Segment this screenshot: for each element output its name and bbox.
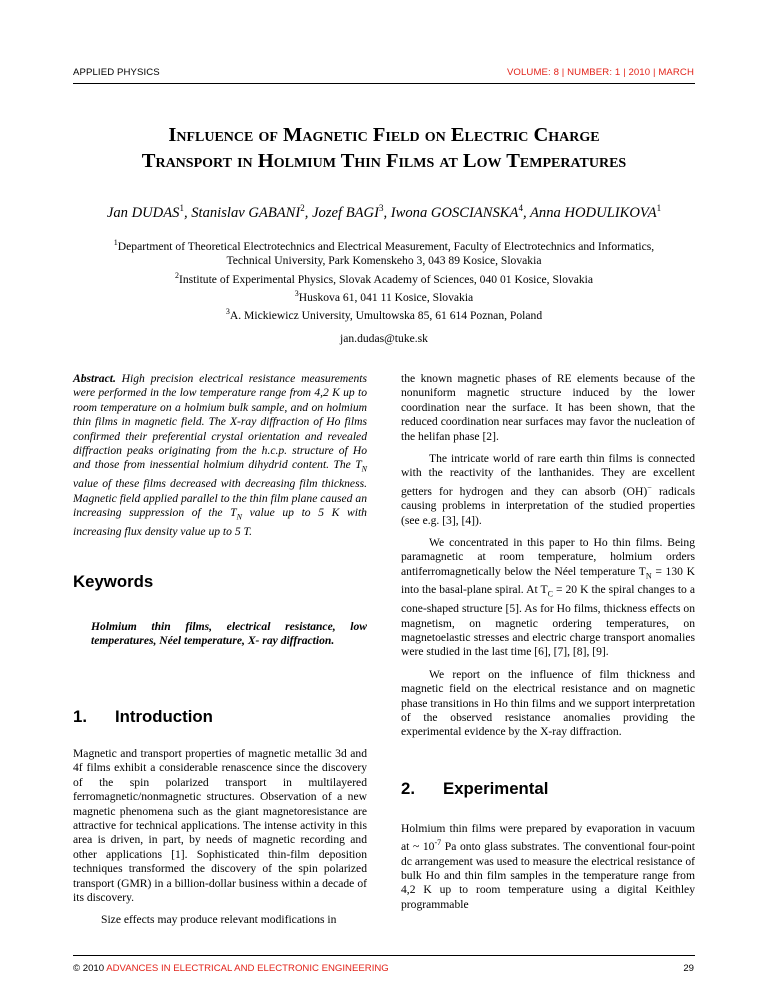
paragraph <box>401 452 695 528</box>
abstract-text: High precision electrical resistance measurements were performed in the low temperature range from 4,2 K up to room temperature on a holmium bulk sample, and on holmium thin films in magnetic field. The X-ray diffraction of Ho films confirmed their preferential crystal orientation and revealed diffraction peaks originating from the h.c.p. structure of Ho and those from inessential holmium dihydrid content. The T <box>73 372 367 472</box>
title-line-1: Influence of Magnetic Field on Electric Charge <box>168 124 600 146</box>
issue-number: NUMBER: 1 <box>567 67 621 78</box>
paragraph: We report on the influence of film thickness and magnetic field on the electrical resistance and on magnetic phase transitions in Ho thin films and we support interpretation of the observed resistance anomalies providing the experimental evidence by the X-ray diffraction. <box>401 667 695 739</box>
separator: | <box>623 67 626 78</box>
paragraph-text: = 130 K into the basal-plane spiral. At T <box>401 564 695 597</box>
keywords-heading: Keywords <box>73 572 154 591</box>
volume-info <box>507 67 694 78</box>
footer-copyright <box>73 963 389 974</box>
affiliation-1-cont: Technical University, Park Komenskeho 3, 043 89 Kosice, Slovakia <box>226 254 542 268</box>
abstract <box>73 372 367 539</box>
introduction-body <box>73 747 367 928</box>
abstract-label: Abstract. <box>73 372 116 385</box>
paragraph: the known magnetic phases of RE elements because of the nonuniform magnetic structure induced by the lower coordination near the surface. It has been shown, that the reduced coordination near surfaces may favor the nucleation of the helifan phase [2]. <box>401 372 695 443</box>
copyright: © 2010 <box>73 963 105 974</box>
author-affiliation: 1 <box>656 203 662 213</box>
superscript: -7 <box>434 838 442 848</box>
author-affiliation: 2 <box>300 203 305 213</box>
author-name: Jozef BAGI <box>312 204 379 221</box>
paragraph: Magnetic and transport properties of magnetic metallic 3d and 4f films exhibit a considerable renascence since the discovery of the spin polarized transport in multilayered ferromagnetic/nonmagnetic structures. Observation of a new magnetic phenomena such as the giant magnetoresistance are attractive for technical applications. The intense activity in this area is driven, in part, by needs of magnetic recording and other applications [1]. Sophisticated thin-film deposition techniques transformed the discovery of the spin polarized transport (GMR) in a billion-dollar business within a decade of its discovery. <box>73 747 367 905</box>
section-heading-introduction <box>73 707 213 727</box>
affiliations <box>73 236 695 323</box>
author-list: Jan DUDAS$^1$, Stanislav GABANI$^2$, Jozef BAGI$^3$, Iwona GOSCIANSKA$^4$, Anna HODULIKOVA$^1$ <box>106 203 662 221</box>
journal-section-label: APPLIED PHYSICS <box>73 67 160 78</box>
abstract-text-3: value up to 5 K with increasing flux density value up to 5 T. <box>73 505 367 538</box>
separator: | <box>561 67 565 78</box>
author-name: Stanislav GABANI <box>191 204 301 221</box>
affiliation-1 <box>73 236 695 254</box>
header-rule <box>73 83 695 84</box>
separator: | <box>652 67 656 78</box>
section-title: Introduction <box>115 707 213 726</box>
affiliation-4 <box>73 305 695 323</box>
affiliation-text: Huskova 61, 041 11 Kosice, Slovakia <box>298 290 474 304</box>
affiliation-3 <box>73 287 695 305</box>
author-affiliation: 1 <box>179 203 184 213</box>
subscript: N <box>236 512 242 522</box>
affiliation-number: 2 <box>174 270 179 280</box>
section-number: 2. <box>401 779 415 798</box>
section-number: 1. <box>73 707 87 726</box>
experimental-body <box>401 822 695 912</box>
journal-name: ADVANCES IN ELECTRICAL AND ELECTRONIC ENGINEERING <box>106 963 389 974</box>
affiliation-text: A. Mickiewicz University, Umultowska 85, 61 614 Poznan, Poland <box>229 309 543 323</box>
section-heading-experimental <box>401 779 548 799</box>
page-number: 29 <box>683 963 694 974</box>
superscript: − <box>647 482 652 492</box>
section-title: Experimental <box>443 779 549 798</box>
paragraph-text: Pa onto glass substrates. The conventional four-point dc arrangement was used to measure the electrical resistance of bulk Ho and thin film samples in the temperature range from 4,2 K up to room temperature using a digital Keithley programmable <box>401 840 696 911</box>
paragraph-text: radicals causing problems in interpretation of the studied properties (see e.g. [3], [4]). <box>401 484 695 527</box>
author-name: Iwona GOSCIANSKA <box>390 204 519 221</box>
year: 2010 <box>628 67 651 78</box>
subscript: C <box>547 589 553 599</box>
volume: VOLUME: 8 <box>506 67 560 78</box>
paragraph-text: Holmium thin films were prepared by evaporation in vacuum at ~ 10 <box>401 822 695 854</box>
affiliation-number: 1 <box>113 238 118 247</box>
subscript: N <box>645 571 652 581</box>
affiliation-text: Institute of Experimental Physics, Slovak Academy of Sciences, 040 01 Kosice, Slovakia <box>178 272 594 286</box>
contact-email[interactable]: jan.dudas@tuke.sk <box>340 332 428 345</box>
paragraph: Size effects may produce relevant modifications in <box>101 913 337 927</box>
affiliation-number: 3 <box>225 307 230 317</box>
right-column-body <box>401 372 695 748</box>
affiliation-text: Department of Theoretical Electrotechnics and Electrical Measurement, Faculty of Electrotechnics and Informatics, <box>117 239 655 253</box>
footer-rule <box>73 955 695 956</box>
paragraph-text: The intricate world of rare earth thin films is connected with the reactivity of the lanthanides. They are excellent getters for hydrogen and they can absorb (OH) <box>401 452 695 498</box>
abstract-text-2: value of these films decreased with decreasing film thickness. Magnetic field applied parallel to the thin film plane caused an increasing suppression of the T <box>73 477 367 519</box>
author-name: Jan DUDAS <box>106 204 180 221</box>
month: MARCH <box>658 67 694 78</box>
paragraph-text: = 20 K the spiral changes to a cone-shaped structure [5]. As for Ho films, thickness effects on magnetism, on magnetic ordering temperatures, on magnetoelastic stresses and electric charge transport anomalies were studied in the last time [6], [7], [8], [9]. <box>401 583 696 659</box>
author-affiliation: 4 <box>518 203 523 213</box>
paper-title <box>73 122 695 174</box>
paragraph-text: We concentrated in this paper to Ho thin films. Being paramagnetic at room temperature, holmium orders antiferromagnetically below the Néel temperature T <box>401 535 695 578</box>
author-name: Anna HODULIKOVA <box>530 204 657 221</box>
paragraph <box>401 536 695 660</box>
author-affiliation: 3 <box>378 203 384 213</box>
affiliation-number: 3 <box>294 288 299 298</box>
keywords-text: Holmium thin films, electrical resistance, low temperatures, Néel temperature, X- ray diffraction. <box>91 620 367 648</box>
subscript: N <box>361 464 367 474</box>
title-line-2: Transport in Holmium Thin Films at Low Temperatures <box>141 150 627 172</box>
paragraph <box>401 822 695 912</box>
affiliation-2 <box>73 269 695 287</box>
